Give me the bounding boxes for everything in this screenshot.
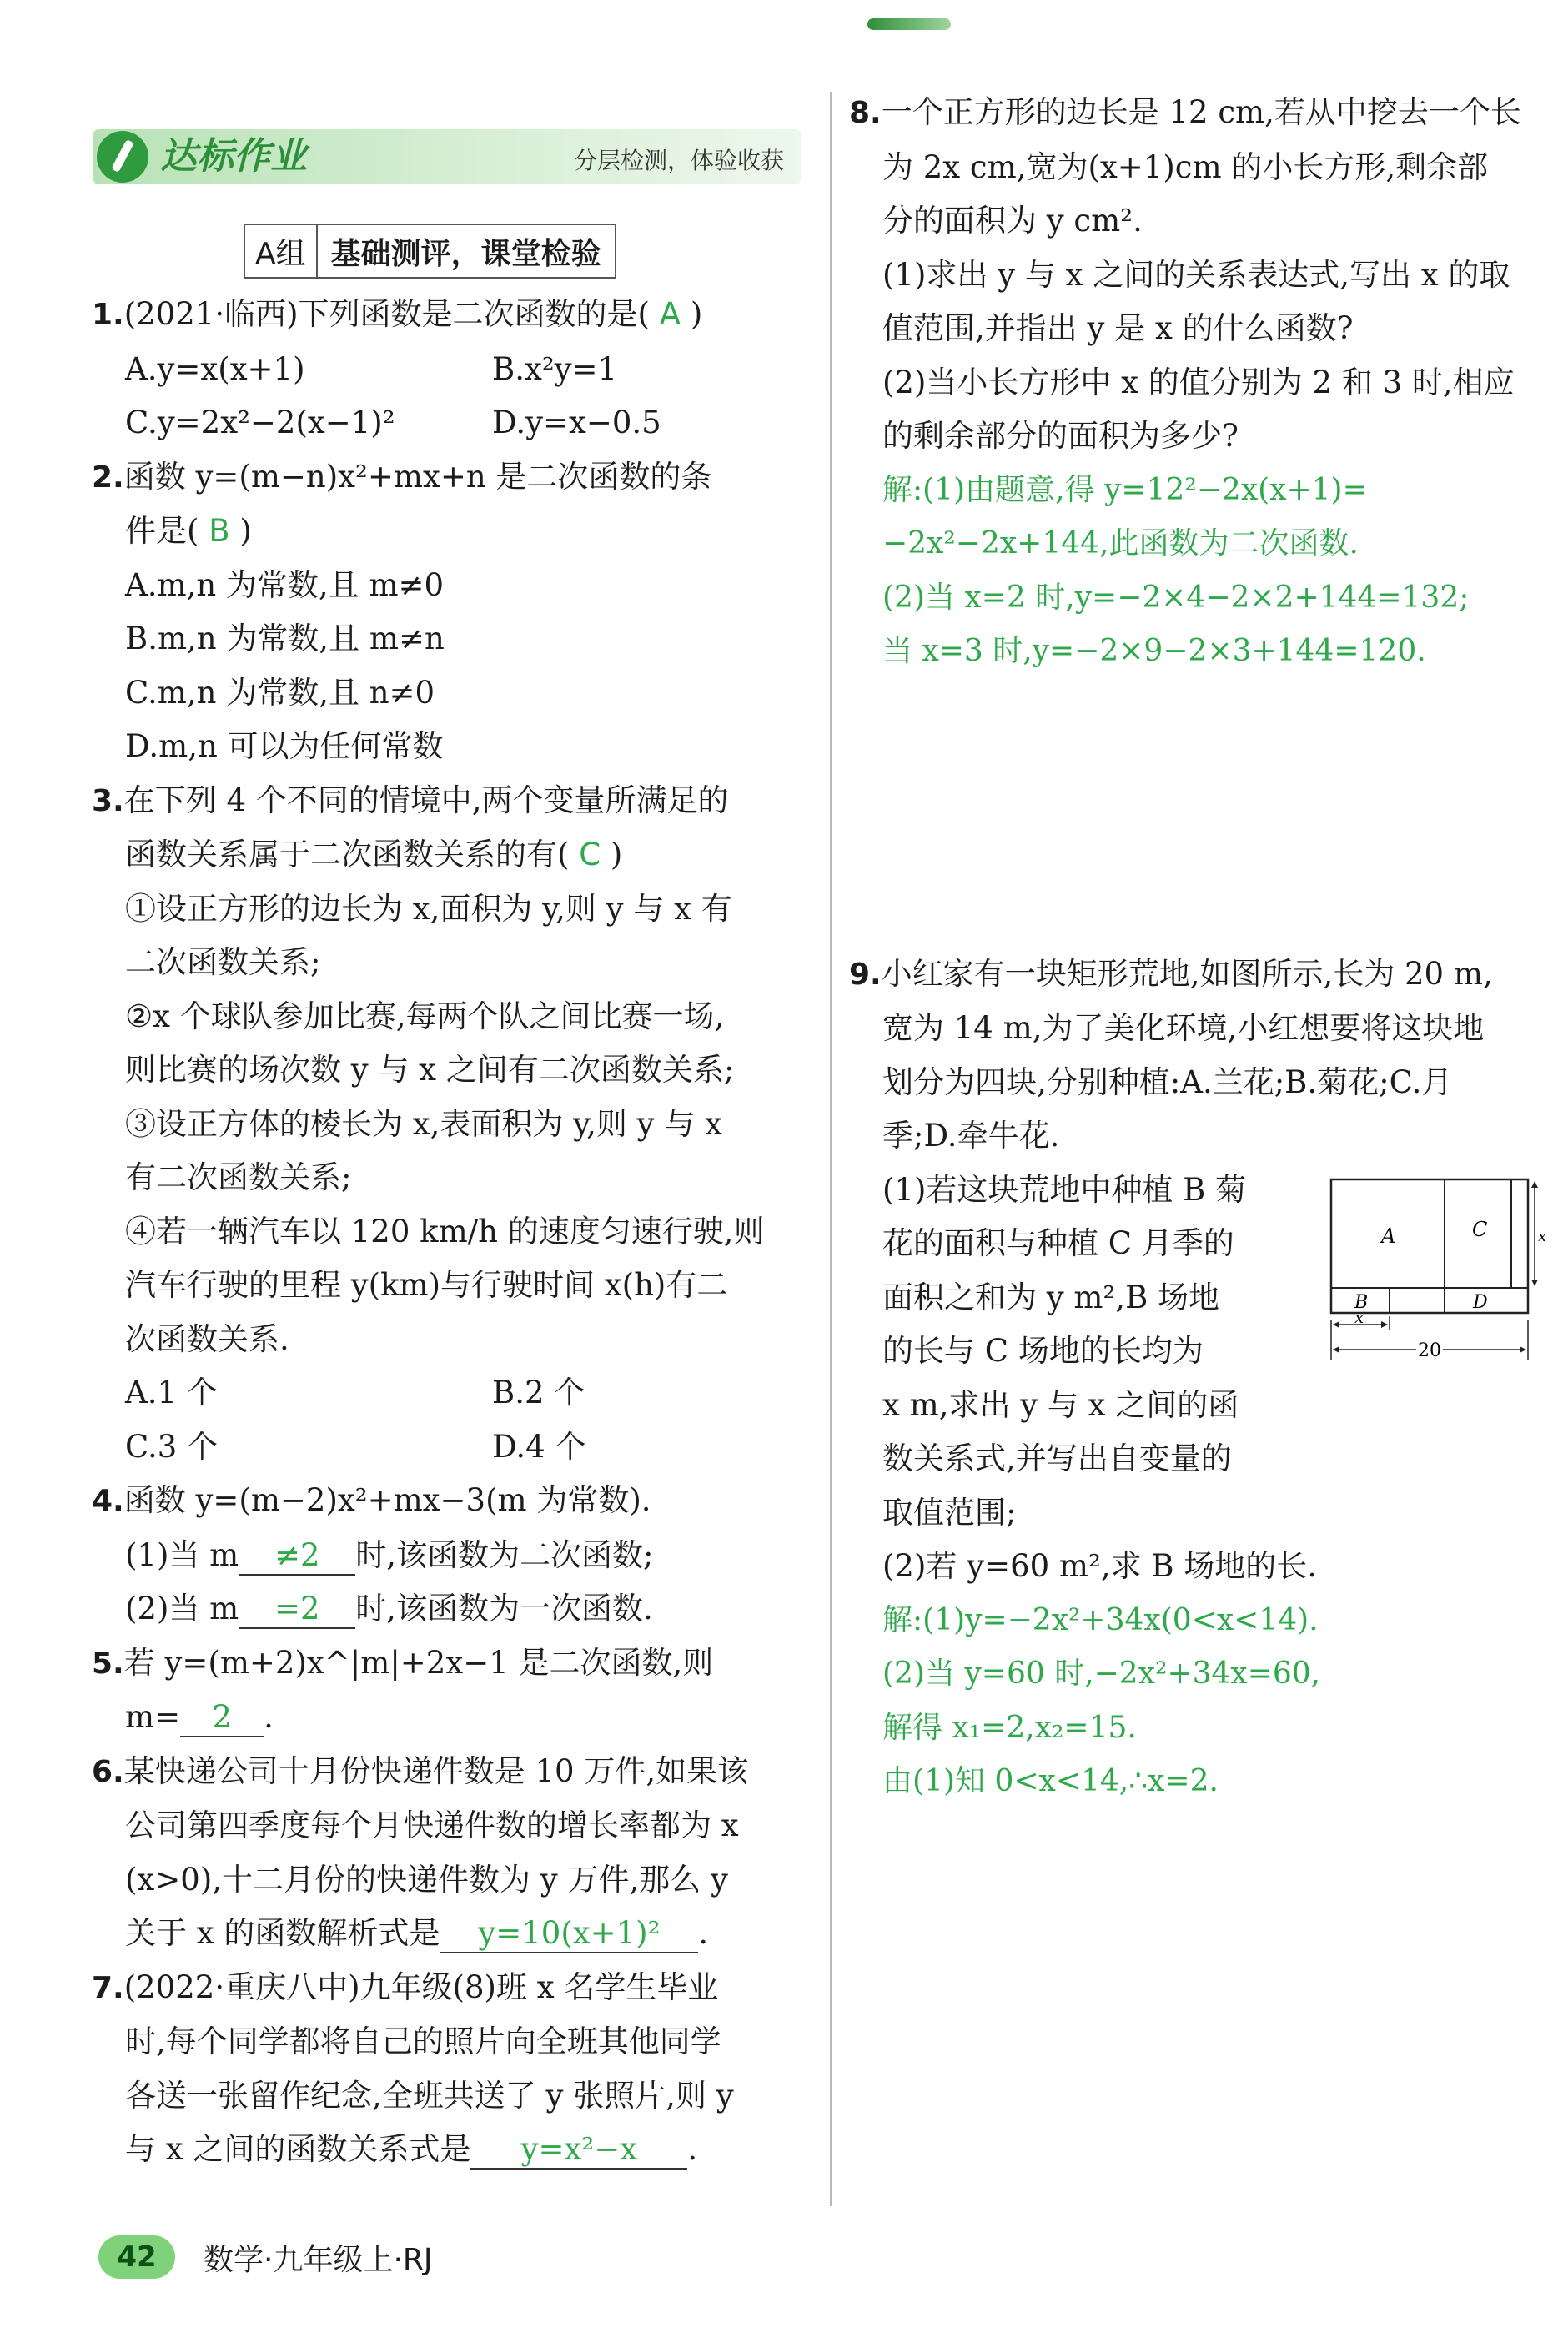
question-1 <box>92 288 809 450</box>
part-text: (2)当 m <box>125 1591 239 1627</box>
solution-line: 解:(1)由题意,得 y=12²−2x(x+1)= <box>882 472 1368 507</box>
option-d: D.m,n 可以为任何常数 <box>125 728 444 764</box>
scenario-line: ②x 个球队参加比赛,每两个队之间比赛一场, <box>125 998 725 1034</box>
page-footer <box>98 2235 433 2279</box>
option-a: A.1 个 <box>125 1375 218 1410</box>
question-text: (x>0),十二月份的快递件数为 y 万件,那么 y <box>125 1861 728 1898</box>
question-text: . <box>687 2131 698 2167</box>
part-text: (1)当 m <box>125 1536 239 1573</box>
question-6 <box>92 1745 809 1961</box>
question-text: 时,每个同学都将自己的照片向全班其他同学 <box>125 2024 721 2059</box>
question-text: 公司第四季度每个月快递件数的增长率都为 x <box>125 1808 739 1843</box>
question-text: 宽为 14 m,为了美化环境,小红想要将这块地 <box>882 1010 1485 1046</box>
paren-close: ) <box>610 837 623 872</box>
part-text: 面积之和为 y m²,B 场地 <box>882 1279 1220 1315</box>
question-number: 3. <box>92 783 124 818</box>
solution-line: 当 x=3 时,y=−2×9−2×3+144=120. <box>882 634 1426 668</box>
question-text: 一个正方形的边长是 12 cm,若从中挖去一个长 <box>881 94 1521 130</box>
column-divider <box>830 92 832 2206</box>
solution-line: −2x²−2x+144,此函数为二次函数. <box>882 526 1359 561</box>
page-number: 42 <box>98 2235 175 2279</box>
arrow-down-icon <box>1531 1280 1538 1286</box>
option-a: A.m,n 为常数,且 m≠0 <box>125 566 445 603</box>
label-b: B <box>1354 1292 1369 1313</box>
question-text: 关于 x 的函数解析式是 <box>125 1915 440 1951</box>
option-d: D.y=x−0.5 <box>492 405 661 440</box>
book-title: 数学·九年级上·RJ <box>204 2242 433 2277</box>
question-7 <box>92 1961 809 2177</box>
label-x: x <box>1354 1307 1364 1327</box>
part-text: 的长与 C 场地的长均为 <box>882 1333 1204 1369</box>
answer-blank: y=x²−x <box>470 2131 687 2170</box>
scenario-line: ④若一辆汽车以 120 km/h 的速度匀速行驶,则 <box>125 1213 765 1249</box>
option-c: C.m,n 为常数,且 n≠0 <box>125 674 435 711</box>
label-20: 20 <box>1418 1340 1441 1361</box>
question-text: m= <box>125 1699 181 1735</box>
option-b: B.x²y=1 <box>492 350 618 387</box>
question-number: 9. <box>849 957 882 992</box>
option-b: B.2 个 <box>492 1375 585 1410</box>
arrow-left-icon <box>1333 1321 1339 1328</box>
question-text: . <box>264 1699 274 1735</box>
label-d: D <box>1473 1292 1488 1313</box>
question-text: 若 y=(m+2)x^|m|+2x−1 是二次函数,则 <box>123 1644 714 1681</box>
question-text: . <box>698 1915 709 1951</box>
question-text: 函数关系属于二次函数关系的有( <box>125 837 570 872</box>
part-text: 数关系式,并写出自变量的 <box>882 1440 1232 1476</box>
paren-close: ) <box>239 513 252 549</box>
part-text: x m,求出 y 与 x 之间的函 <box>882 1386 1239 1423</box>
solution-8 <box>849 464 1550 679</box>
question-number: 1. <box>92 298 124 332</box>
pen-icon <box>97 131 148 183</box>
section-banner <box>93 129 801 184</box>
question-text: (2)当小长方形中 x 的值分别为 2 和 3 时,相应 <box>882 364 1515 400</box>
question-2 <box>92 450 809 774</box>
scenario-line: 次函数关系. <box>125 1320 289 1357</box>
scenario-line: 二次函数关系; <box>125 944 321 980</box>
group-title: 基础测评，课堂检验 <box>330 236 601 271</box>
solution-line: 由(1)知 0<x<14,∴x=2. <box>882 1764 1219 1798</box>
banner-subtitle: 分层检测，体验收获 <box>573 147 784 174</box>
question-text: 为 2x cm,宽为(x+1)cm 的小长方形,剩余部 <box>882 148 1489 185</box>
paren-close: ) <box>690 296 703 332</box>
solution-line: (2)当 y=60 时,−2x²+34x=60, <box>882 1657 1321 1691</box>
option-b: B.m,n 为常数,且 m≠n <box>125 621 445 656</box>
solution-line: (2)当 x=2 时,y=−2×4−2×2+144=132; <box>882 580 1470 615</box>
question-number: 8. <box>849 96 882 130</box>
group-tag <box>244 224 616 279</box>
field-diagram-svg <box>1326 1176 1551 1370</box>
question-9 <box>849 948 1550 1809</box>
solution-line: 解得 x₁=2,x₂=15. <box>882 1710 1137 1745</box>
question-text: 各送一张留作纪念,全班共送了 y 张照片,则 y <box>125 2077 734 2114</box>
option-d: D.4 个 <box>492 1428 586 1465</box>
question-text: 分的面积为 y cm². <box>882 203 1143 239</box>
arrow-right-icon <box>1520 1346 1526 1353</box>
question-text: 的剩余部分的面积为多少? <box>882 418 1239 454</box>
left-column <box>92 288 809 2177</box>
question-text: 季;D.牵牛花. <box>882 1118 1060 1154</box>
question-5 <box>92 1637 809 1745</box>
answer: A <box>659 296 681 332</box>
part-text: 时,该函数为二次函数; <box>355 1536 654 1573</box>
banner-title: 达标作业 <box>160 135 307 178</box>
question-number: 6. <box>92 1754 124 1789</box>
answer: B <box>209 513 230 549</box>
question-text: 函数 y=(m−n)x²+mx+n 是二次函数的条 <box>123 458 712 495</box>
question-text: 件是( <box>125 513 199 549</box>
field-diagram <box>1326 1176 1551 1370</box>
question-text: 某快递公司十月份快递件数是 10 万件,如果该 <box>123 1752 749 1789</box>
question-text: 小红家有一块矩形荒地,如图所示,长为 20 m, <box>881 955 1493 992</box>
right-column <box>849 86 1550 1809</box>
question-text: (2022·重庆八中)九年级(8)班 x 名学生毕业 <box>123 1968 719 2005</box>
question-text: (1)求出 y 与 x 之间的关系表达式,写出 x 的取 <box>882 256 1510 293</box>
label-c: C <box>1472 1218 1488 1241</box>
question-number: 7. <box>92 1970 124 2005</box>
scenario-line: ③设正方体的棱长为 x,表面积为 y,则 y 与 x <box>125 1105 722 1142</box>
question-text: 值范围,并指出 y 是 x 的什么函数? <box>882 310 1354 346</box>
group-label: A组 <box>245 225 318 277</box>
top-decoration <box>867 18 951 30</box>
label-a: A <box>1381 1224 1396 1248</box>
question-8 <box>849 86 1550 679</box>
question-text: 划分为四块,分别种植:A.兰花;B.菊花;C.月 <box>882 1063 1453 1100</box>
scenario-line: 有二次函数关系; <box>125 1159 352 1195</box>
answer: C <box>579 837 601 872</box>
question-3 <box>92 774 809 1475</box>
arrow-left-icon <box>1333 1346 1339 1353</box>
part-text: (1)若这块荒地中种植 B 菊 <box>882 1171 1247 1208</box>
question-text: (2021·临西)下列函数是二次函数的是( <box>123 296 650 332</box>
part-text: 时,该函数为一次函数. <box>355 1591 653 1627</box>
scenario-line: 汽车行驶的里程 y(km)与行驶时间 x(h)有二 <box>125 1267 728 1303</box>
solution-line: 解:(1)y=−2x²+34x(0<x<14). <box>882 1602 1319 1637</box>
answer-blank: ≠2 <box>239 1537 355 1576</box>
label-x-side: x <box>1538 1228 1547 1245</box>
answer-blank: =2 <box>239 1591 355 1629</box>
question-text: 在下列 4 个不同的情境中,两个变量所满足的 <box>123 782 729 818</box>
arrow-up-icon <box>1531 1181 1538 1188</box>
question-number: 5. <box>92 1646 124 1681</box>
answer-blank: y=10(x+1)² <box>440 1915 698 1953</box>
scenario-line: ①设正方形的边长为 x,面积为 y,则 y 与 x 有 <box>125 890 732 927</box>
arrow-right-icon <box>1381 1321 1388 1328</box>
question-number: 4. <box>92 1484 124 1518</box>
answer-blank: 2 <box>180 1699 264 1737</box>
part-text: 取值范围; <box>882 1494 1017 1531</box>
option-c: C.3 个 <box>125 1428 219 1465</box>
solution-9 <box>849 1594 1550 1809</box>
part-text: (2)若 y=60 m²,求 B 场地的长. <box>882 1548 1318 1584</box>
question-text: 与 x 之间的函数关系式是 <box>125 2131 471 2167</box>
question-number: 2. <box>92 460 124 495</box>
part-text: 花的面积与种植 C 月季的 <box>882 1225 1234 1261</box>
scenario-line: 则比赛的场次数 y 与 x 之间有二次函数关系; <box>125 1052 735 1088</box>
option-c: C.y=2x²−2(x−1)² <box>125 405 395 440</box>
option-a: A.y=x(x+1) <box>125 350 305 387</box>
question-text: 函数 y=(m−2)x²+mx−3(m 为常数). <box>123 1482 651 1518</box>
question-4 <box>92 1474 809 1637</box>
